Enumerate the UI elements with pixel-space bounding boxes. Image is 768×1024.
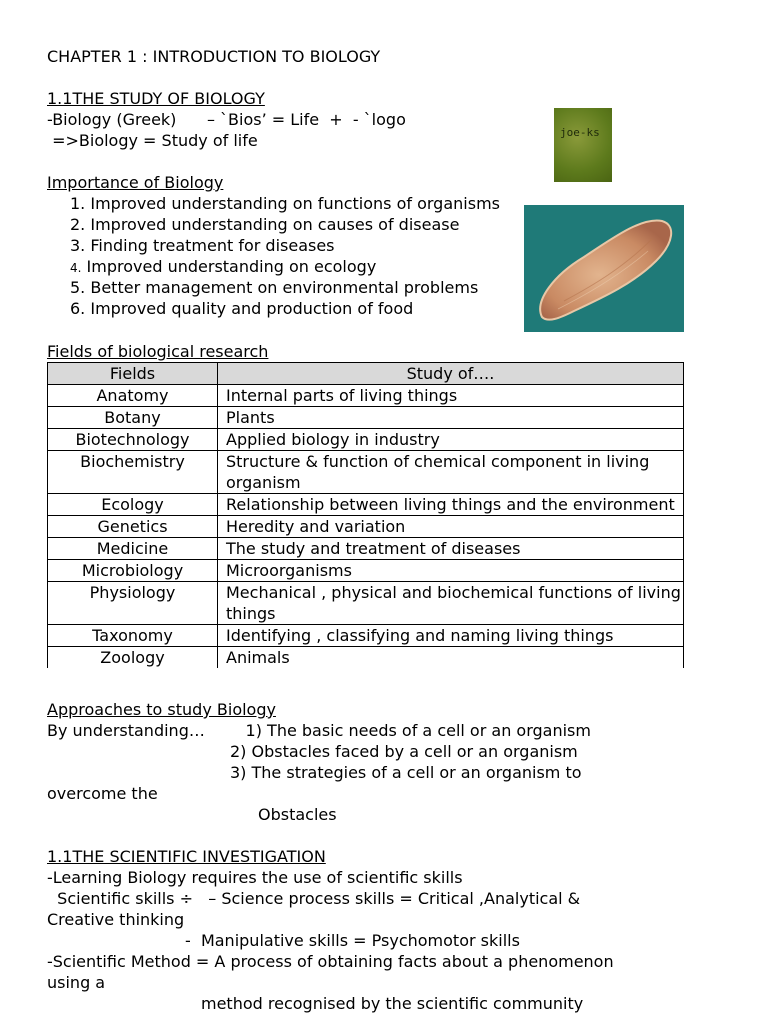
field-study-cell: Identifying , classifying and naming living things xyxy=(218,625,684,647)
joeks-logo-text: joe-ks xyxy=(560,126,600,139)
table-row xyxy=(48,385,684,407)
importance-item-text: Improved quality and production of food xyxy=(90,299,414,318)
table-row xyxy=(48,582,684,625)
table-row xyxy=(48,516,684,538)
table-row xyxy=(48,451,684,494)
importance-item-number: 5. xyxy=(70,278,86,297)
field-study-cell: The study and treatment of diseases xyxy=(218,538,684,560)
field-name-cell: Biochemistry xyxy=(48,451,218,494)
field-name-cell: Botany xyxy=(48,407,218,429)
table-row xyxy=(48,538,684,560)
fields-column-header: Fields xyxy=(48,363,218,385)
importance-item-number: 3. xyxy=(70,236,86,255)
fields-table xyxy=(47,362,684,668)
biology-definition-line: =>Biology = Study of life xyxy=(47,131,258,150)
field-name-cell: Physiology xyxy=(48,582,218,625)
approaches-line-1: By understanding… 1) The basic needs of a cell or an organism xyxy=(47,721,591,740)
joeks-logo-image xyxy=(554,108,612,182)
chapter-title: CHAPTER 1 : INTRODUCTION TO BIOLOGY xyxy=(47,47,381,66)
importance-item xyxy=(70,298,413,319)
field-study-cell: Applied biology in industry xyxy=(218,429,684,451)
approaches-line-4: overcome the xyxy=(47,784,158,803)
importance-item-number: 4. xyxy=(70,261,82,275)
fields-table-header-row xyxy=(48,363,684,385)
table-row xyxy=(48,407,684,429)
scientific-line-5: -Scientific Method = A process of obtaining facts about a phenomenon xyxy=(47,952,614,971)
importance-item xyxy=(70,214,459,235)
scientific-line-1: -Learning Biology requires the use of scientific skills xyxy=(47,868,463,887)
field-study-cell: Plants xyxy=(218,407,684,429)
importance-item-text: Improved understanding on functions of organisms xyxy=(90,194,500,213)
field-name-cell: Genetics xyxy=(48,516,218,538)
paramecium-image xyxy=(524,205,684,332)
scientific-line-6: using a xyxy=(47,973,106,992)
paramecium-illustration xyxy=(524,205,684,332)
table-row xyxy=(48,560,684,582)
approaches-line-5: Obstacles xyxy=(258,805,337,824)
scientific-line-7: method recognised by the scientific community xyxy=(201,994,584,1013)
field-study-cell: Heredity and variation xyxy=(218,516,684,538)
field-study-cell: Structure & function of chemical component in living organism xyxy=(218,451,684,494)
importance-item-number: 1. xyxy=(70,194,86,213)
field-name-cell: Medicine xyxy=(48,538,218,560)
approaches-line-2: 2) Obstacles faced by a cell or an organism xyxy=(230,742,578,761)
importance-item xyxy=(70,277,478,298)
table-row xyxy=(48,429,684,451)
field-name-cell: Taxonomy xyxy=(48,625,218,647)
importance-item-text: Better management on environmental problems xyxy=(90,278,479,297)
approaches-heading: Approaches to study Biology xyxy=(47,700,276,719)
fields-table-body xyxy=(48,385,684,669)
field-name-cell: Microbiology xyxy=(48,560,218,582)
scientific-line-3: Creative thinking xyxy=(47,910,185,929)
field-name-cell: Zoology xyxy=(48,647,218,669)
importance-item-text: Finding treatment for diseases xyxy=(90,236,335,255)
scientific-line-2: Scientific skills ÷ – Science process skills = Critical ,Analytical & xyxy=(47,889,581,908)
table-row xyxy=(48,647,684,669)
field-name-cell: Biotechnology xyxy=(48,429,218,451)
field-study-cell: Animals xyxy=(218,647,684,669)
section-heading-study-of-biology: 1.1THE STUDY OF BIOLOGY xyxy=(47,89,265,108)
field-name-cell: Anatomy xyxy=(48,385,218,407)
section-heading-scientific-investigation: 1.1THE SCIENTIFIC INVESTIGATION xyxy=(47,847,326,866)
importance-item-text: Improved understanding on ecology xyxy=(86,257,377,276)
importance-item xyxy=(70,235,335,256)
field-study-cell: Mechanical , physical and biochemical functions of living things xyxy=(218,582,684,625)
importance-item xyxy=(70,256,376,279)
table-row xyxy=(48,625,684,647)
importance-item-text: Improved understanding on causes of disease xyxy=(90,215,460,234)
importance-item xyxy=(70,193,500,214)
importance-item-number: 6. xyxy=(70,299,86,318)
field-name-cell: Ecology xyxy=(48,494,218,516)
study-column-header: Study of…. xyxy=(218,363,684,385)
field-study-cell: Relationship between living things and the environment xyxy=(218,494,684,516)
scientific-line-4: - Manipulative skills = Psychomotor skills xyxy=(185,931,520,950)
fields-heading: Fields of biological research xyxy=(47,342,269,361)
importance-item-number: 2. xyxy=(70,215,86,234)
importance-heading: Importance of Biology xyxy=(47,173,224,192)
biology-origin-line: -Biology (Greek) – `Bios’ = Life + - `logo xyxy=(47,110,406,129)
field-study-cell: Internal parts of living things xyxy=(218,385,684,407)
field-study-cell: Microorganisms xyxy=(218,560,684,582)
approaches-line-3: 3) The strategies of a cell or an organism to xyxy=(230,763,582,782)
table-row xyxy=(48,494,684,516)
